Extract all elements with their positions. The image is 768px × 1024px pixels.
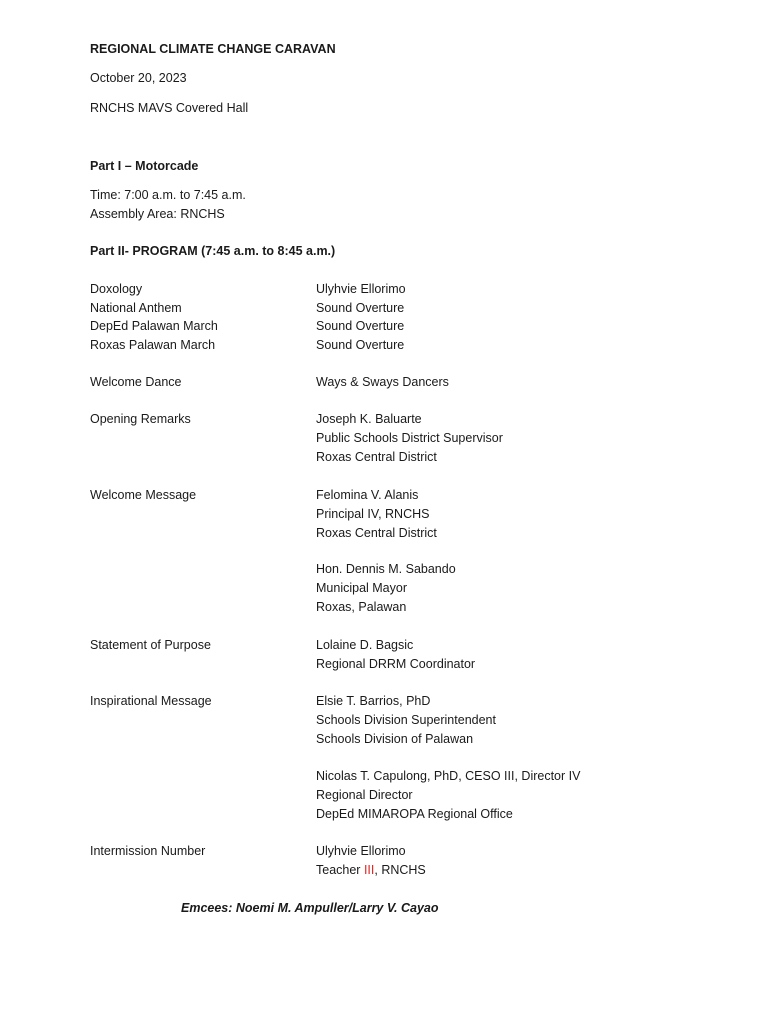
program-item: DepEd Palawan March — [90, 319, 218, 333]
performer-line: Schools Division of Palawan — [316, 732, 474, 746]
part1-heading: Part I – Motorcade — [90, 159, 199, 173]
performer-line: Municipal Mayor — [316, 581, 408, 595]
performer-line: Lolaine D. Bagsic — [316, 638, 414, 652]
title-prefix: Teacher — [316, 863, 364, 877]
performer-line: Roxas Central District — [316, 526, 437, 540]
performer-line: Roxas Central District — [316, 450, 437, 464]
program-performer — [316, 842, 426, 880]
performer-line: Public Schools District Supervisor — [316, 431, 503, 445]
performer-line: Principal IV, RNCHS — [316, 507, 430, 521]
performer-line: Ways & Sways Dancers — [316, 375, 449, 389]
program-performer — [316, 636, 475, 674]
performer-line: DepEd MIMAROPA Regional Office — [316, 807, 513, 821]
performer-line: Roxas, Palawan — [316, 600, 407, 614]
part1-time: Time: 7:00 a.m. to 7:45 a.m. — [90, 188, 246, 202]
program-performer — [316, 560, 456, 617]
program-item: Roxas Palawan March — [90, 338, 216, 352]
program-item: Welcome Dance — [90, 375, 182, 389]
performer-title-line — [316, 861, 426, 880]
title-suffix: , RNCHS — [374, 863, 426, 877]
program-performer — [316, 486, 437, 543]
performer-line: Ulyhvie Ellorimo — [316, 844, 406, 858]
program-item: Statement of Purpose — [90, 638, 211, 652]
program-performer — [316, 767, 580, 824]
program-item: Doxology — [90, 282, 143, 296]
program-item: Inspirational Message — [90, 694, 212, 708]
event-venue: RNCHS MAVS Covered Hall — [90, 101, 249, 115]
program-item: National Anthem — [90, 301, 182, 315]
event-date: October 20, 2023 — [90, 71, 187, 85]
performer-line: Schools Division Superintendent — [316, 713, 496, 727]
performer-line: Sound Overture — [316, 301, 405, 315]
title-highlight: III — [363, 863, 375, 877]
program-performer — [316, 410, 503, 467]
performer-line: Nicolas T. Capulong, PhD, CESO III, Director IV — [316, 769, 581, 783]
performer-line: Joseph K. Baluarte — [316, 412, 422, 426]
program-item: Intermission Number — [90, 844, 206, 858]
program-item: Opening Remarks — [90, 412, 191, 426]
performer-line: Sound Overture — [316, 338, 405, 352]
performer-line: Elsie T. Barrios, PhD — [316, 694, 431, 708]
performer-line: Regional Director — [316, 788, 413, 802]
program-performer — [316, 280, 406, 299]
part2-heading: Part II- PROGRAM (7:45 a.m. to 8:45 a.m.) — [90, 244, 336, 258]
emcees-line: Emcees: Noemi M. Ampuller/Larry V. Cayao — [181, 901, 439, 915]
performer-line: Hon. Dennis M. Sabando — [316, 562, 456, 576]
program-performer — [316, 373, 449, 392]
performer-line: Ulyhvie Ellorimo — [316, 282, 406, 296]
part1-assembly: Assembly Area: RNCHS — [90, 207, 225, 221]
program-performer — [316, 692, 496, 749]
program-performer — [316, 317, 404, 336]
program-performer — [316, 336, 404, 355]
document-title: REGIONAL CLIMATE CHANGE CARAVAN — [90, 42, 336, 56]
performer-line: Felomina V. Alanis — [316, 488, 419, 502]
performer-line: Regional DRRM Coordinator — [316, 657, 476, 671]
program-item: Welcome Message — [90, 488, 197, 502]
performer-line: Sound Overture — [316, 319, 405, 333]
program-performer — [316, 299, 404, 318]
